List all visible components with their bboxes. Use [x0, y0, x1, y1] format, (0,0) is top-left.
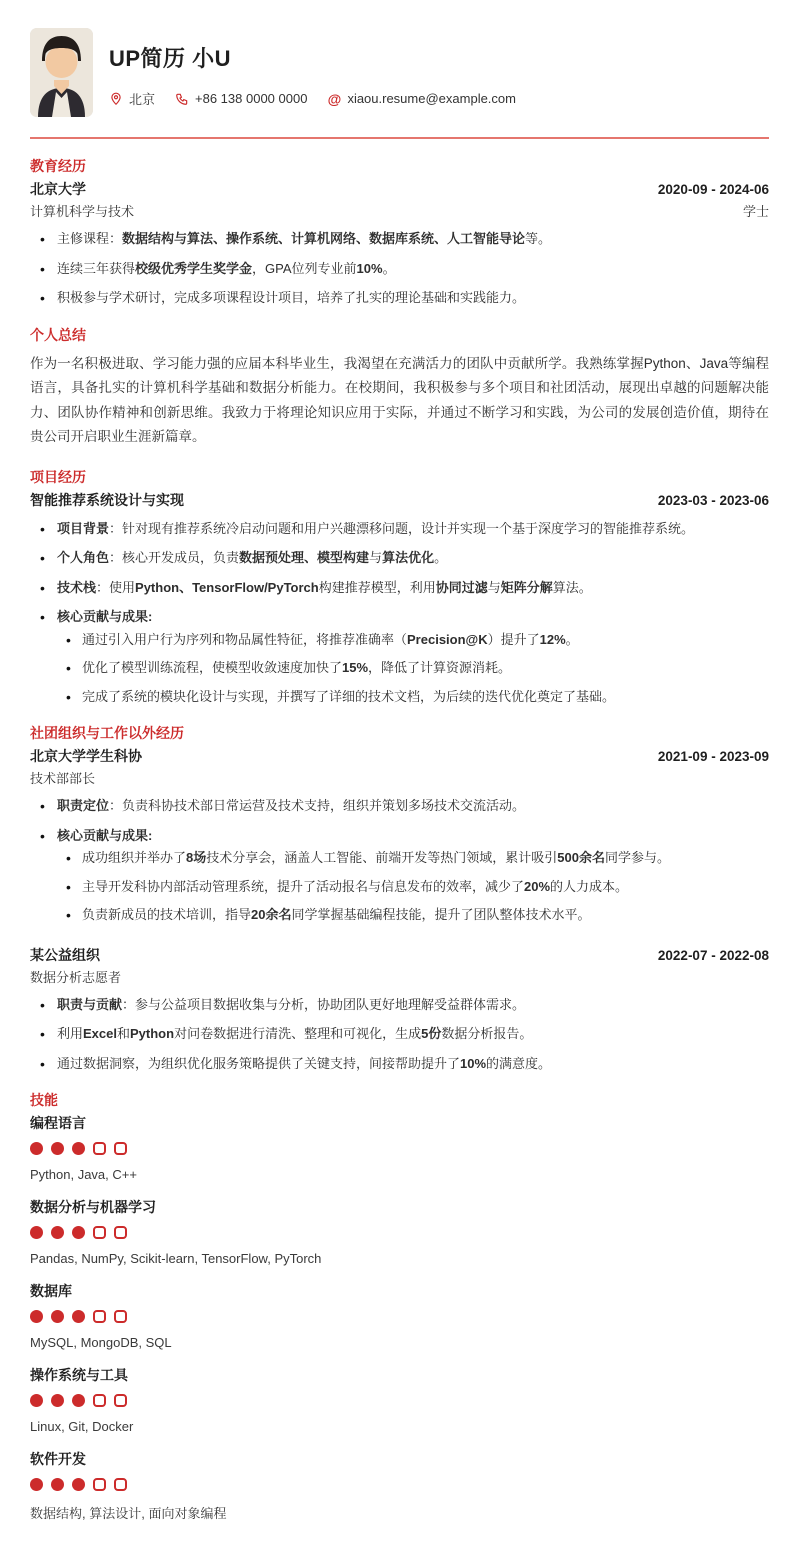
- bullet-item: • 连续三年获得校级优秀学生奖学金，GPA位列专业前10%。: [30, 259, 769, 279]
- skill-dot-filled: [51, 1310, 64, 1323]
- skill-group: [30, 1113, 769, 1182]
- phone-icon: [175, 92, 189, 106]
- skill-items: MySQL, MongoDB, SQL: [30, 1335, 172, 1351]
- bullet-item: • 负责新成员的技术培训，指导20余名同学掌握基础编程技能，提升了团队整体技术水平。: [57, 905, 769, 925]
- bullet-item: • 成功组织并举办了8场技术分享会，涵盖人工智能、前端开发等热门领域，累计吸引500余名同学参与。: [57, 848, 769, 868]
- skill-dot-empty: [93, 1226, 106, 1239]
- skill-items: Python, Java, C++: [30, 1167, 137, 1183]
- education-entry-head: [30, 179, 769, 199]
- skill-dot-empty: [114, 1142, 127, 1155]
- project-bullet-list: [30, 519, 769, 707]
- bullet-item: • 核心贡献与成果: • 成功组织并举办了8场技术分享会，涵盖人工智能、前端开发等热门领域，累计吸引500余名同学参与。 • 主导开发科协内部活动管理系统，提升了活动报名与信息发布的效率，减少了20%的人力成本。 • 负责新成员的技术培训，指导20余名同学掌握基础编程技能，提升了团队整体技术水平。: [30, 826, 769, 925]
- bullet-item: • 主导开发科协内部活动管理系统，提升了活动报名与信息发布的效率，减少了20%的人力成本。: [57, 877, 769, 897]
- summary-paragraph: 作为一名积极进取、学习能力强的应届本科毕业生，我渴望在充满活力的团队中贡献所学。我熟练掌握Python、Java等编程语言，具备扎实的计算机科学基础和数据分析能力。在校期间，我积极参与多个项目和社团活动，展现出卓越的问题解决能力、团队协作精神和创新思维。我致力于将理论知识应用于实际，并通过不断学习和实践，为公司的发展创造价值，期待在贵公司开启职业生涯新篇章。: [30, 355, 769, 445]
- skill-dot-filled: [51, 1226, 64, 1239]
- school-name: 北京大学: [30, 181, 86, 197]
- bullet-item: • 主修课程：数据结构与算法、操作系统、计算机网络、数据库系统、人工智能导论等。: [30, 229, 769, 249]
- activity-bullet-list: [30, 995, 769, 1074]
- skill-group-name: 数据库: [30, 1283, 72, 1300]
- skill-dot-filled: [30, 1478, 43, 1491]
- skill-group-name: 软件开发: [30, 1451, 86, 1468]
- project-date: 2023-03 - 2023-06: [657, 492, 769, 508]
- bullet-item: • 利用Excel和Python对问卷数据进行清洗、整理和可视化，生成5份数据分析报告。: [30, 1024, 769, 1044]
- project-title: 智能推荐系统设计与实现: [30, 491, 184, 508]
- skill-items: Linux, Git, Docker: [30, 1419, 134, 1435]
- bullet-item: • 通过数据洞察，为组织优化服务策略提供了关键支持，间接帮助提升了10%的满意度。: [30, 1054, 769, 1074]
- contact-email: [327, 91, 516, 106]
- section-title-skills: 技能: [30, 1092, 58, 1109]
- activity-entry-sub: [30, 768, 769, 787]
- activity-entry-head: [30, 746, 769, 766]
- at-icon: @: [327, 90, 342, 107]
- header-identity: [109, 28, 516, 108]
- skill-rating: [30, 1226, 769, 1239]
- contact-row: [109, 89, 516, 108]
- role-name: 数据分析志愿者: [30, 969, 122, 985]
- skill-dot-filled: [30, 1142, 43, 1155]
- sub-bullet-list: [57, 630, 769, 707]
- location-text: 北京: [129, 92, 156, 107]
- bullet-item: • 积极参与学术研讨，完成多项课程设计项目，培养了扎实的理论基础和实践能力。: [30, 288, 769, 308]
- activity-bullet-list: [30, 796, 769, 925]
- contact-phone: [175, 91, 307, 106]
- skill-group: [30, 1281, 769, 1350]
- section-education: [30, 156, 769, 308]
- role-name: 技术部部长: [30, 771, 96, 787]
- header-divider: [30, 137, 769, 139]
- skill-dot-empty: [93, 1142, 106, 1155]
- activity-entry-sub: [30, 967, 769, 986]
- skill-rating: [30, 1478, 769, 1491]
- skill-dot-filled: [30, 1394, 43, 1407]
- section-title-projects: 项目经历: [30, 468, 86, 485]
- candidate-name: UP简历 小U: [109, 46, 232, 71]
- resume-header: [30, 28, 769, 117]
- bullet-item: • 技术栈：使用Python、TensorFlow/PyTorch构建推荐模型，利用协同过滤与矩阵分解算法。: [30, 578, 769, 598]
- skill-dot-filled: [72, 1142, 85, 1155]
- activity-entry: [30, 945, 769, 1074]
- section-projects: [30, 467, 769, 707]
- bullet-item: • 职责定位：负责科协技术部日常运营及技术支持，组织并策划多场技术交流活动。: [30, 796, 769, 816]
- skill-dot-empty: [114, 1226, 127, 1239]
- skill-group-name: 操作系统与工具: [30, 1367, 128, 1384]
- degree-name: 学士: [742, 204, 769, 219]
- bullet-item: • 优化了模型训练流程，使模型收敛速度加快了15%，降低了计算资源消耗。: [57, 658, 769, 678]
- skill-group: [30, 1449, 769, 1522]
- education-bullet-list: [30, 229, 769, 308]
- bullet-item: • 项目背景：针对现有推荐系统冷启动问题和用户兴趣漂移问题，设计并实现一个基于深度学习的智能推荐系统。: [30, 519, 769, 539]
- skill-dot-filled: [72, 1226, 85, 1239]
- project-entry: [30, 490, 769, 707]
- section-activities: [30, 723, 769, 1073]
- email-text: xiaou.resume@example.com: [347, 91, 516, 106]
- skill-group-name: 数据分析与机器学习: [30, 1199, 156, 1216]
- skill-group: [30, 1365, 769, 1434]
- skill-group: [30, 1197, 769, 1266]
- skill-items: Pandas, NumPy, Scikit-learn, TensorFlow, PyTorch: [30, 1251, 322, 1267]
- organization-name: 某公益组织: [30, 946, 100, 963]
- skill-dot-filled: [72, 1310, 85, 1323]
- activity-date: 2022-07 - 2022-08: [657, 947, 769, 963]
- section-title-education: 教育经历: [30, 158, 86, 174]
- contact-location: [109, 89, 155, 108]
- skill-dot-filled: [72, 1478, 85, 1491]
- sub-bullet-list: [57, 848, 769, 925]
- skill-dot-empty: [93, 1394, 106, 1407]
- skill-rating: [30, 1142, 769, 1155]
- skill-dot-filled: [51, 1142, 64, 1155]
- education-date: 2020-09 - 2024-06: [657, 182, 769, 197]
- major-name: 计算机科学与技术: [30, 204, 135, 219]
- skill-dot-empty: [93, 1310, 106, 1323]
- skill-dot-filled: [72, 1394, 85, 1407]
- section-skills: [30, 1090, 769, 1522]
- profile-photo: [30, 28, 93, 117]
- organization-name: 北京大学学生科协: [30, 748, 142, 765]
- skill-items: 数据结构, 算法设计, 面向对象编程: [30, 1506, 227, 1522]
- activity-date: 2021-09 - 2023-09: [657, 749, 769, 765]
- entry-gap: [30, 935, 769, 945]
- activity-entry-head: [30, 945, 769, 965]
- skill-dot-empty: [114, 1478, 127, 1491]
- skill-dot-filled: [51, 1394, 64, 1407]
- section-title-activities: 社团组织与工作以外经历: [30, 725, 184, 742]
- activity-entry: [30, 746, 769, 925]
- skill-dot-filled: [51, 1478, 64, 1491]
- bullet-item: • 核心贡献与成果: • 通过引入用户行为序列和物品属性特征，将推荐准确率（Precision@K）提升了12%。 • 优化了模型训练流程，使模型收敛速度加快了15%，降低了计算资源消耗。 • 完成了系统的模块化设计与实现，并撰写了详细的技术文档，为后续的迭代优化奠定了基础。: [30, 607, 769, 706]
- skill-dot-empty: [114, 1310, 127, 1323]
- skill-group-name: 编程语言: [30, 1115, 86, 1132]
- skill-rating: [30, 1394, 769, 1407]
- bullet-item: • 通过引入用户行为序列和物品属性特征，将推荐准确率（Precision@K）提升了12%。: [57, 630, 769, 650]
- phone-text: +86 138 0000 0000: [195, 91, 308, 106]
- project-entry-head: [30, 490, 769, 510]
- skill-rating: [30, 1310, 769, 1323]
- bullet-item: • 个人角色：核心开发成员，负责数据预处理、模型构建与算法优化。: [30, 548, 769, 568]
- skill-dot-filled: [30, 1310, 43, 1323]
- location-pin-icon: [109, 92, 123, 106]
- education-entry-sub: [30, 201, 769, 220]
- section-summary: [30, 325, 769, 450]
- skill-dot-filled: [30, 1226, 43, 1239]
- bullet-item: • 职责与贡献：参与公益项目数据收集与分析，协助团队更好地理解受益群体需求。: [30, 995, 769, 1015]
- bullet-item: • 完成了系统的模块化设计与实现，并撰写了详细的技术文档，为后续的迭代优化奠定了基础。: [57, 687, 769, 707]
- skill-dot-empty: [93, 1478, 106, 1491]
- skill-dot-empty: [114, 1394, 127, 1407]
- section-title-summary: 个人总结: [30, 326, 86, 343]
